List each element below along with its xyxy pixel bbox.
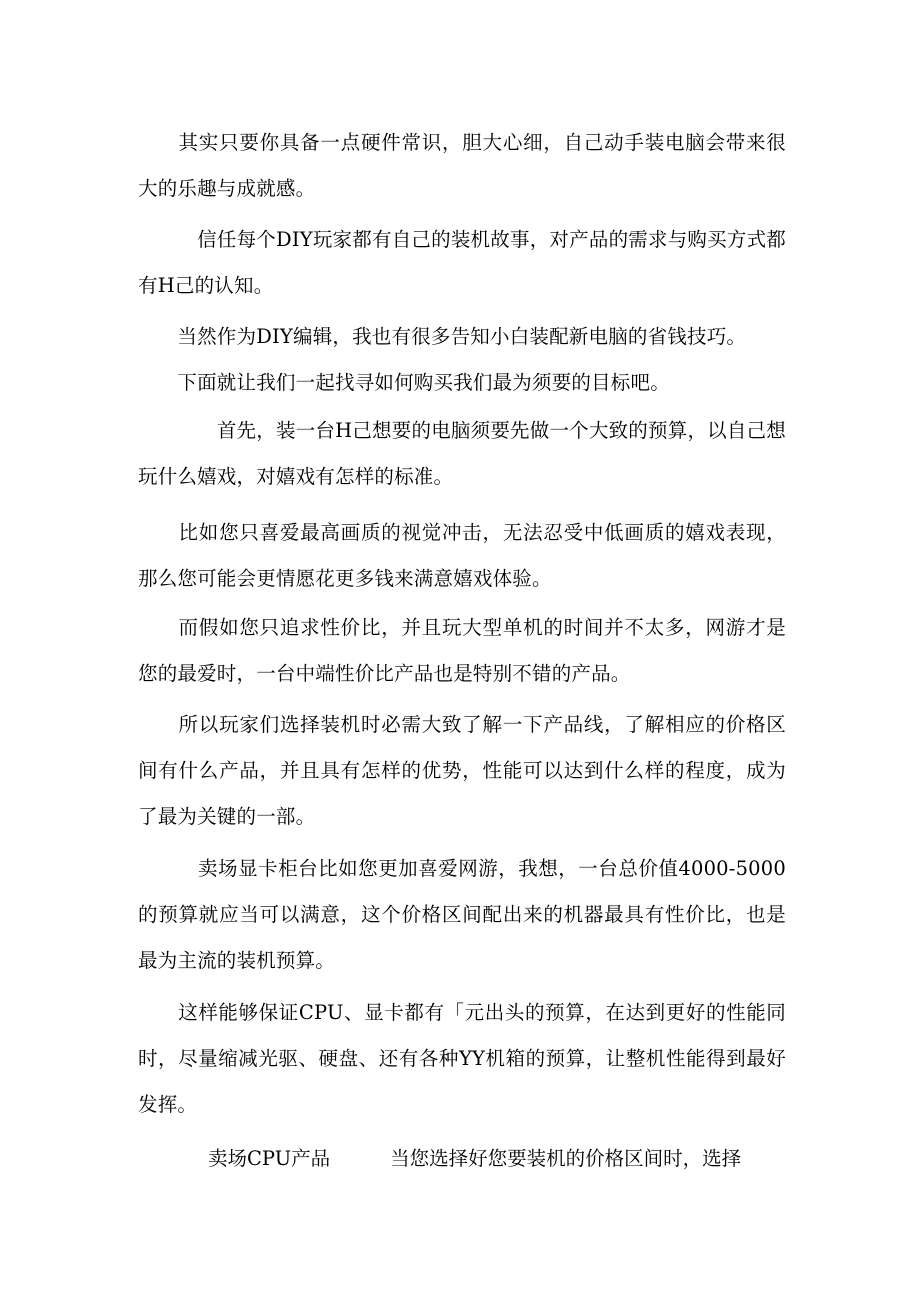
paragraph-8: 所以玩家们选择装机时必需大致了解一下产品线，了解相应的价格区间有什么产品，并且具有怎样的优势，性能可以达到什么样的程度，成为了最为关键的一部。: [138, 713, 786, 828]
paragraph-10: 这样能够保证CPU、显卡都有「元出头的预算，在达到更好的性能同时，尽量缩减光驱、硬盘、还有各种YY机箱的预算，让整机性能得到最好发挥。: [138, 1001, 786, 1116]
final-line: [208, 1136, 856, 1182]
paragraph-4: 下面就让我们一起找寻如何购买我们最为须要的目标吧。: [138, 371, 670, 394]
paragraph-7: 而假如您只追求性价比，并且玩大型单机的时间并不太多，网游才是您的最爱时，一台中端性价比产品也是特别不错的产品。: [138, 616, 786, 685]
paragraph-3: 当然作为DIY编辑，我也有很多告知小白装配新电脑的省钱技巧。: [138, 325, 747, 348]
paragraph-1: 其实只要你具备一点硬件常识，胆大心细，自己动手装电脑会带来很大的乐趣与成就感。: [138, 131, 786, 200]
image-caption: 卖场CPU产品: [208, 1147, 331, 1170]
final-line-text: 当您选择好您要装机的价格区间时，选择: [390, 1147, 742, 1170]
paragraph-5: 首先，装一台H己想要的电脑须要先做一个大致的预算，以自己想玩什么嬉戏，对嬉戏有怎样的标准。: [138, 419, 786, 488]
paragraph-2: 信任每个DIY玩家都有自己的装机故事，对产品的需求与购买方式都有H己的认知。: [138, 228, 786, 297]
paragraph-9: 卖场显卡柜台比如您更加喜爱网游，我想，一台总价值4000-5000的预算就应当可以满意，这个价格区间配出来的机器最具有性价比，也是最为主流的装机预算。: [138, 857, 786, 972]
paragraph-6: 比如您只喜爱最高画质的视觉冲击，无法忍受中低画质的嬉戏表现，那么您可能会更情愿花更多钱来满意嬉戏体验。: [138, 521, 786, 590]
